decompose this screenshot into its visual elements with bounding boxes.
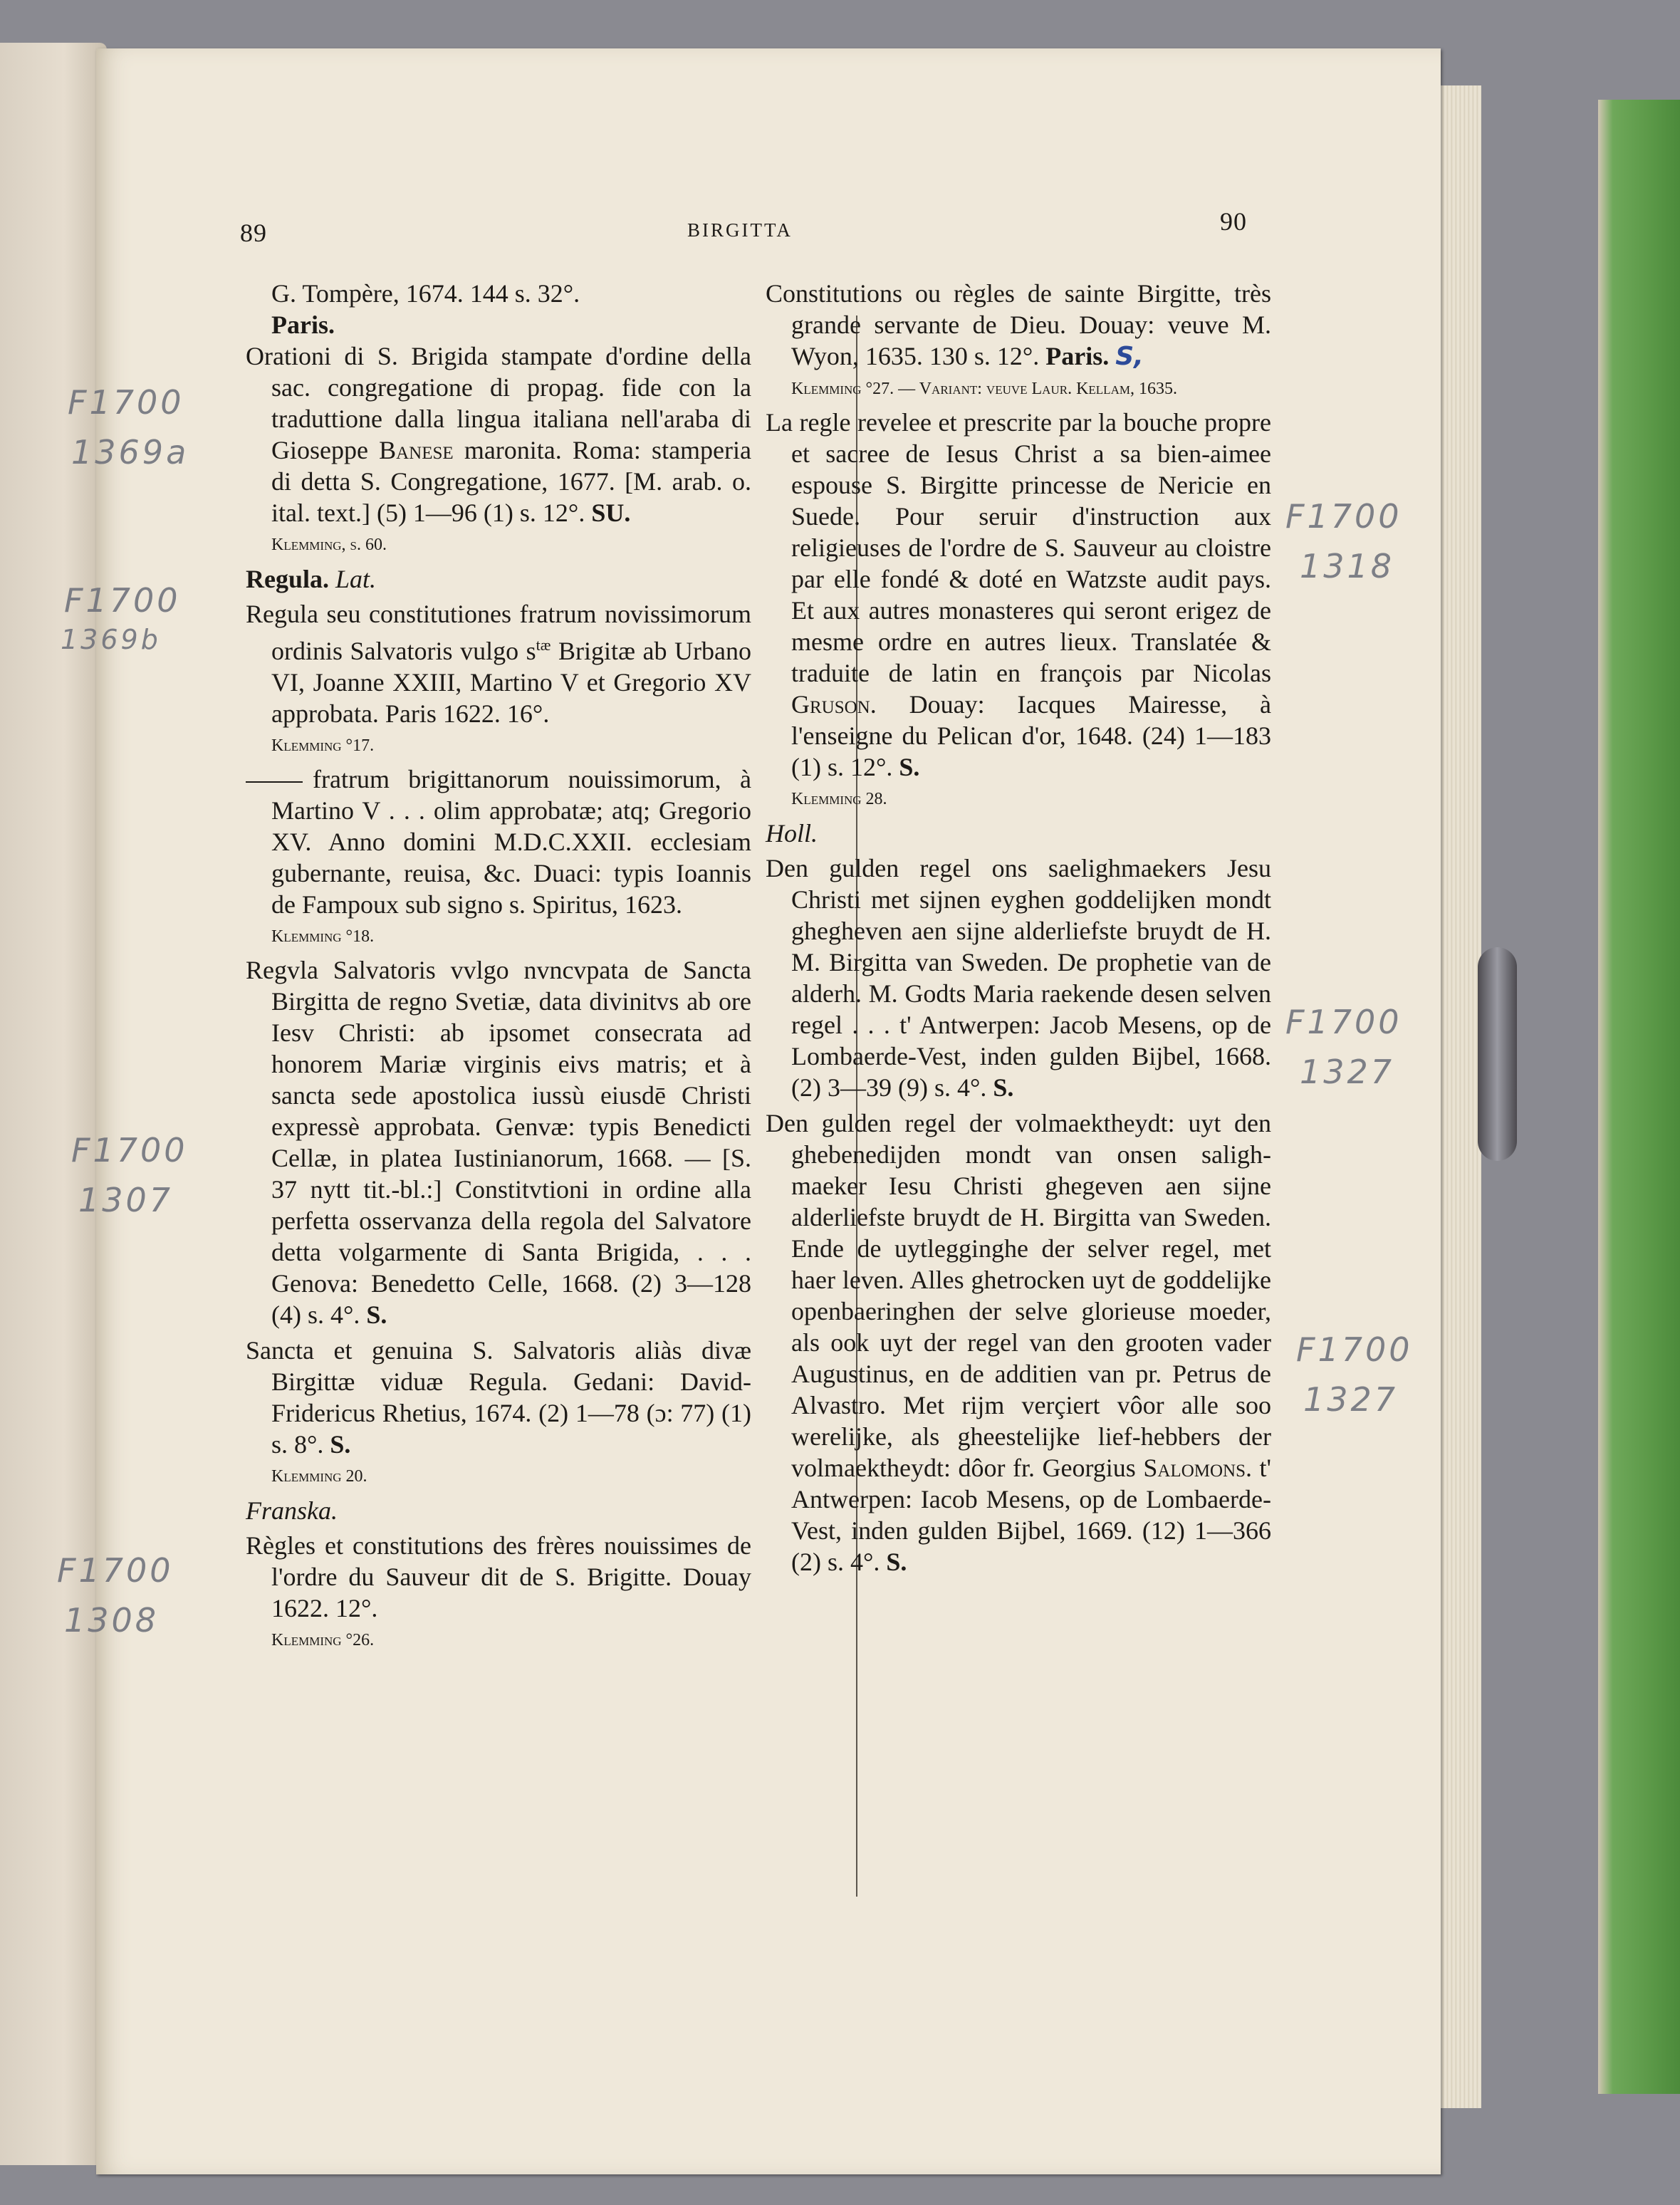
section-heading-regula (246, 563, 751, 595)
entry-text: Sancta et genuina S. Salvatoris aliàs divæ Birgittæ viduæ Regula. Gedani: David-Fridericus Rhetius, 1674. (2) 1—78 (ɔ: 77) (1) s. 8°. (246, 1336, 751, 1459)
entry-la-regle (766, 407, 1271, 783)
annotation-f1700-2: F1700 (64, 581, 181, 620)
running-title: BIRGITTA (687, 219, 793, 241)
entry-note: Klemming 20. (271, 1467, 367, 1486)
annotation-shelf-5: 1318 (1300, 547, 1395, 585)
entry-text: Regvla Salvatoris vvlgo nvncvpata de Sancta Birgitta de regno Svetiæ, data divinitvs ab ore Iesv Christi: ab ipsomet consecrata ad honorem Mariæ virginis eivs matris; et à sancta sede apostolica iussù eiusdē Christi expressè approbata. Genvæ: typis Benedicti Cellæ, in platea Iustinianorum, 1668. — [S. 37 nytt tit.-bl.:] Constitvtioni in ordine alla perfetta osservanza della regola del Salvatore detta volgarmente di Santa Brigida, . . . Genova: Benedetto Celle, 1668. (2) 3—128 (4) s. 4°. (246, 956, 751, 1329)
annotation-shelf-6: 1327 (1300, 1053, 1395, 1091)
section-heading-franska: Franska. (246, 1496, 338, 1525)
annotation-shelf-7: 1327 (1303, 1380, 1399, 1419)
entry-note: Klemming °26. (271, 1631, 375, 1649)
entry-sancta-et-genuina (246, 1335, 751, 1460)
entry-regula-seu (246, 598, 751, 729)
annotation-f1700-6: F1700 (1285, 1003, 1402, 1041)
entry-text-2: . Douay: Iacques Mairesse, à l'enseigne du Pelican d'or, 1648. (24) 1—183 (1) s. 12°. (791, 690, 1271, 781)
entry-superscript: tæ (536, 636, 551, 654)
entry-text: Den gulden regel ons saelighmaekers Jesu Christi met sijnen eyghen goddelijken mondt ghegheven aen sijne alderliefste bruydt de H. M. Birgitta van Sweden. De prophetie van de alderh. M. Godts Maria raekende desen selven regel . . . t' Antwerpen: Jacob Mesens, op de Lombaerde-Vest, inden gulden Bijbel, 1668. (2) 3—39 (9) s. 4°. (766, 854, 1271, 1102)
annotation-shelf-1: 1369a (71, 433, 189, 471)
entry-fratrum (246, 763, 751, 920)
annotation-shelf-4: 1308 (64, 1601, 160, 1640)
entry-text: Regula seu constitutiones fratrum novissimorum ordinis Salvatoris vulgo s (246, 600, 751, 665)
entry-regles (246, 1530, 751, 1624)
entry-text-2: maronita. Roma: stamperia di detta S. Congregatione, 1677. [M. arab. o. ital. text.] (5) 1—96 (1) s. 12°. (271, 436, 751, 527)
entry-text: fratrum brigittanorum nouissimorum, à Martino V . . . olim approbatæ; atq; Gregorio XV. Anno domini M.D.C.XXII. ecclesiam gubernante, reuisa, &c. Duaci: typis Ioannis de Fampoux sub signo s. Spiritus, 1623. (271, 765, 751, 919)
entry-note: Klemming °27. — Variant: veuve Laur. Kellam, 1635. (791, 380, 1177, 398)
section-heading-holl: Holl. (766, 819, 818, 848)
entry-location: S. (330, 1430, 351, 1459)
entry-text-2: . t' Antwerpen: Iacob Mesens, op de Lombaerde-Vest, inden gulden Bijbel, 1669. (12) 1—366 (2) s. 4°. (791, 1454, 1272, 1576)
entry-note: Klemming °18. (271, 927, 375, 946)
entry-text: Règles et constitutions des frères nouissimes de l'ordre du Sauveur dit de S. Brigitte. Douay 1622. 12°. (246, 1531, 751, 1622)
entry-location: Paris. (1045, 342, 1110, 370)
annotation-shelf-2: 1369b (61, 624, 161, 655)
entry-text: Constitutions ou règles de sainte Birgitte, très grande servante de Dieu. Douay: veuve M. Wyon, 1635. 130 s. 12°. (766, 279, 1271, 370)
entry-author: Banese (379, 436, 454, 464)
entry-text: La regle revelee et prescrite par la bouche propre et sacree de Iesus Christ a sa bien-aimee espouse S. Birgitte princesse de Nericie en Suede. Pour seruir d'instruction aux religieuses de l'ordre de S. Sauveur au cloistre par elle fondé & doté en Watzste audit pays. Et aux autres monasteres qui seront erigez de mesme ordre en autres lieux. Translatée & traduite de latin en françois par Nicolas (766, 408, 1271, 687)
left-column (246, 278, 751, 1658)
folio-left: 89 (240, 219, 267, 247)
annotation-f1700-4: F1700 (57, 1551, 174, 1590)
right-column (766, 278, 1271, 1582)
entry-note: Klemming 28. (791, 790, 887, 808)
annotation-f1700-3: F1700 (71, 1131, 188, 1169)
entry-note: Klemming, s. 60. (271, 536, 387, 554)
entry-location: S. (366, 1300, 387, 1329)
entry-text-2: Brigitæ ab Urbano VI, Joanne XXIII, Martino V et Gregorio XV approbata. Paris 1622. 16°. (271, 637, 752, 728)
annotation-f1700-1: F1700 (68, 383, 184, 422)
handwritten-mark: S, (1115, 342, 1144, 371)
folio-right: 90 (1220, 207, 1247, 236)
entry-location: S. (886, 1548, 907, 1576)
entry-orationi (246, 340, 751, 528)
entry-den-gulden-regel-1 (766, 853, 1271, 1103)
heading-regula: Regula. (246, 565, 329, 593)
entry-text: G. Tompère, 1674. 144 s. 32°. (271, 279, 580, 308)
entry-location: SU. (591, 499, 631, 527)
entry-regvla-salvatoris (246, 954, 751, 1330)
annotation-f1700-5: F1700 (1285, 497, 1402, 536)
entry-constitutions (766, 278, 1271, 372)
entry-location: Paris. (271, 311, 335, 339)
entry-den-gulden-regel-2 (766, 1107, 1271, 1578)
entry-text: Orationi di S. Brigida stampate d'ordine della sac. congregatione di propag. fide con la traduttione dalla lingua italiana nell'araba di Gioseppe (246, 342, 751, 464)
ditto-dash (246, 781, 303, 783)
heading-language: Lat. (335, 565, 377, 593)
left-page-edge (0, 43, 107, 2165)
entry-tompere (246, 278, 751, 340)
entry-author: Salomons (1143, 1454, 1246, 1482)
entry-text: Den gulden regel der volmaektheydt: uyt den ghebenedijden mondt van onsen saligh-maeker Iesu Christi ghegeven aen sijne alderliefste bruydt de H. Birgitta van Sweden. Ende de uytlegginghe der selver regel, met haer leven. Alles ghetrocken uyt de goddelijke openbaeringhen der selve glorieuse moeder, als ook uyt der regel van den grooten vader Augustinus, en de additien van pr. Petrus de Alvastro. Met rijm verçiert vôor alle soo werelijke, als gheestelijke lief-hebbers der volmaektheydt: dôor fr. Georgius (766, 1109, 1271, 1482)
book-spine (1598, 100, 1680, 2094)
annotation-shelf-3: 1307 (78, 1181, 174, 1219)
entry-note: Klemming °17. (271, 736, 375, 755)
book-clip (1478, 947, 1517, 1161)
entry-author: Gruson (791, 690, 870, 719)
entry-location: S. (899, 753, 920, 781)
annotation-f1700-7: F1700 (1296, 1330, 1413, 1369)
entry-location: S. (993, 1073, 1014, 1102)
